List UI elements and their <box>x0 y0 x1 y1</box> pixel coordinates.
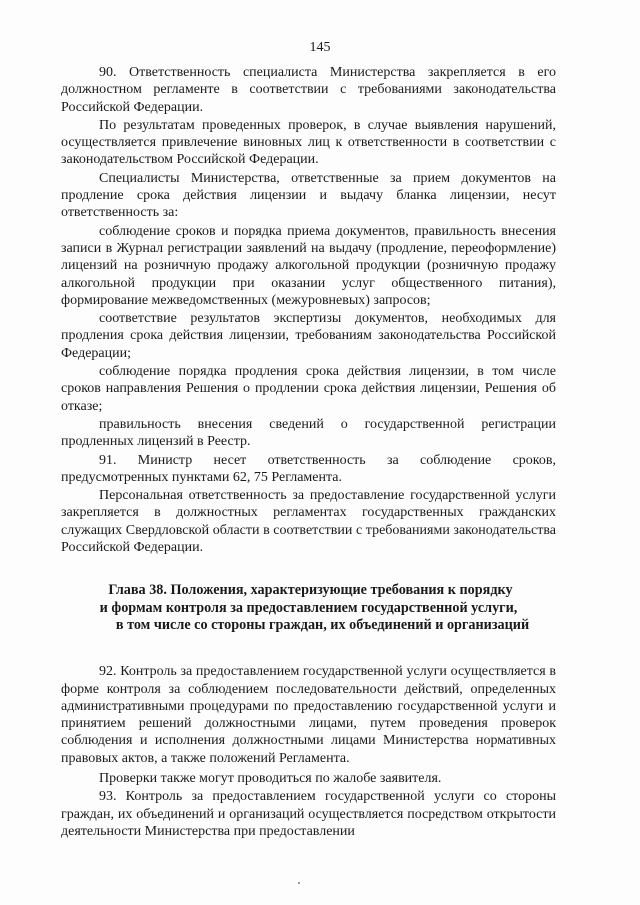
paragraph-93: 93. Контроль за предоставлением государственной услуги со стороны граждан, их объединений и организаций осуществляется посредством открытости деятельности Министерства при предоставлении <box>61 789 556 839</box>
chapter-heading-line-1: Глава 38. Положения, характеризующие требования к порядку <box>108 582 513 599</box>
paragraph-91: 91. Министр несет ответственность за соблюдение сроков, предусмотренных пунктами 62, 75 Регламента. <box>61 452 556 485</box>
paragraph-personal-responsibility: Персональная ответственность за предоставление государственной услуги закрепляется в должностных регламентах государственных гражданских служащих Свердловской области в соответствии с требованиями законодательства Российской Федерации. <box>61 488 556 556</box>
paragraph-extension-procedure: соблюдение порядка продления срока действия лицензии, в том числе сроков направления Решения о продлении срока действия лицензии, Решения об отказе; <box>61 364 556 414</box>
paragraph-specialists-responsibility: Специалисты Министерства, ответственные за прием документов на продление срока действия лицензии и выдачу бланка лицензии, несут ответственность за: <box>61 170 556 221</box>
paragraph-registry-entry: правильность внесения сведений о государственной регистрации продленных лицензий в Реестр. <box>61 416 556 450</box>
paragraph-90: 90. Ответственность специалиста Министерства закрепляется в его должностном регламенте в соответствии с требованиями законодательства Российской Федерации. <box>61 65 556 115</box>
paragraph-document-intake: соблюдение сроков и порядка приема документов, правильность внесения записи в Журнал регистрации заявлений на выдачу (продление, переоформление) лицензий на розничную продажу алкогольной продукции (розничную продажу алкогольной продукции при оказании услуг общественного питания), формирование межведомственных (межуровневых) запросов; <box>61 223 556 308</box>
chapter-heading-line-3: в том числе со стороны граждан, их объединений и организаций <box>115 616 530 633</box>
paragraph-complaint-inspections: Проверки также могут проводиться по жалобе заявителя. <box>99 770 442 786</box>
page-number: 145 <box>309 40 331 55</box>
paragraph-expertise-compliance: соответствие результатов экспертизы документов, необходимых для продления срока действия лицензии, требованиям законодательства Российской Федерации; <box>61 311 556 361</box>
paragraph-92: 92. Контроль за предоставлением государственной услуги осуществляется в форме контроля за соблюдением последовательности действий, определенных административными процедурами по предоставлению государственной услуги и принятием решений должностными лицами, путем проведения проверок соблюдения и исполнения должностными лицами Министерства нормативных правовых актов, а также положений Регламента. <box>61 664 556 766</box>
scan-speck <box>298 882 300 884</box>
chapter-heading-line-2: и формам контроля за предоставлением государственной услуги, <box>99 599 518 616</box>
paragraph-inspection-results: По результатам проведенных проверок, в случае выявления нарушений, осуществляется привлечение виновных лиц к ответственности в соответствии с законодательством Российской Федерации. <box>61 117 556 168</box>
chapter-heading <box>61 582 556 634</box>
document-body <box>61 64 556 841</box>
